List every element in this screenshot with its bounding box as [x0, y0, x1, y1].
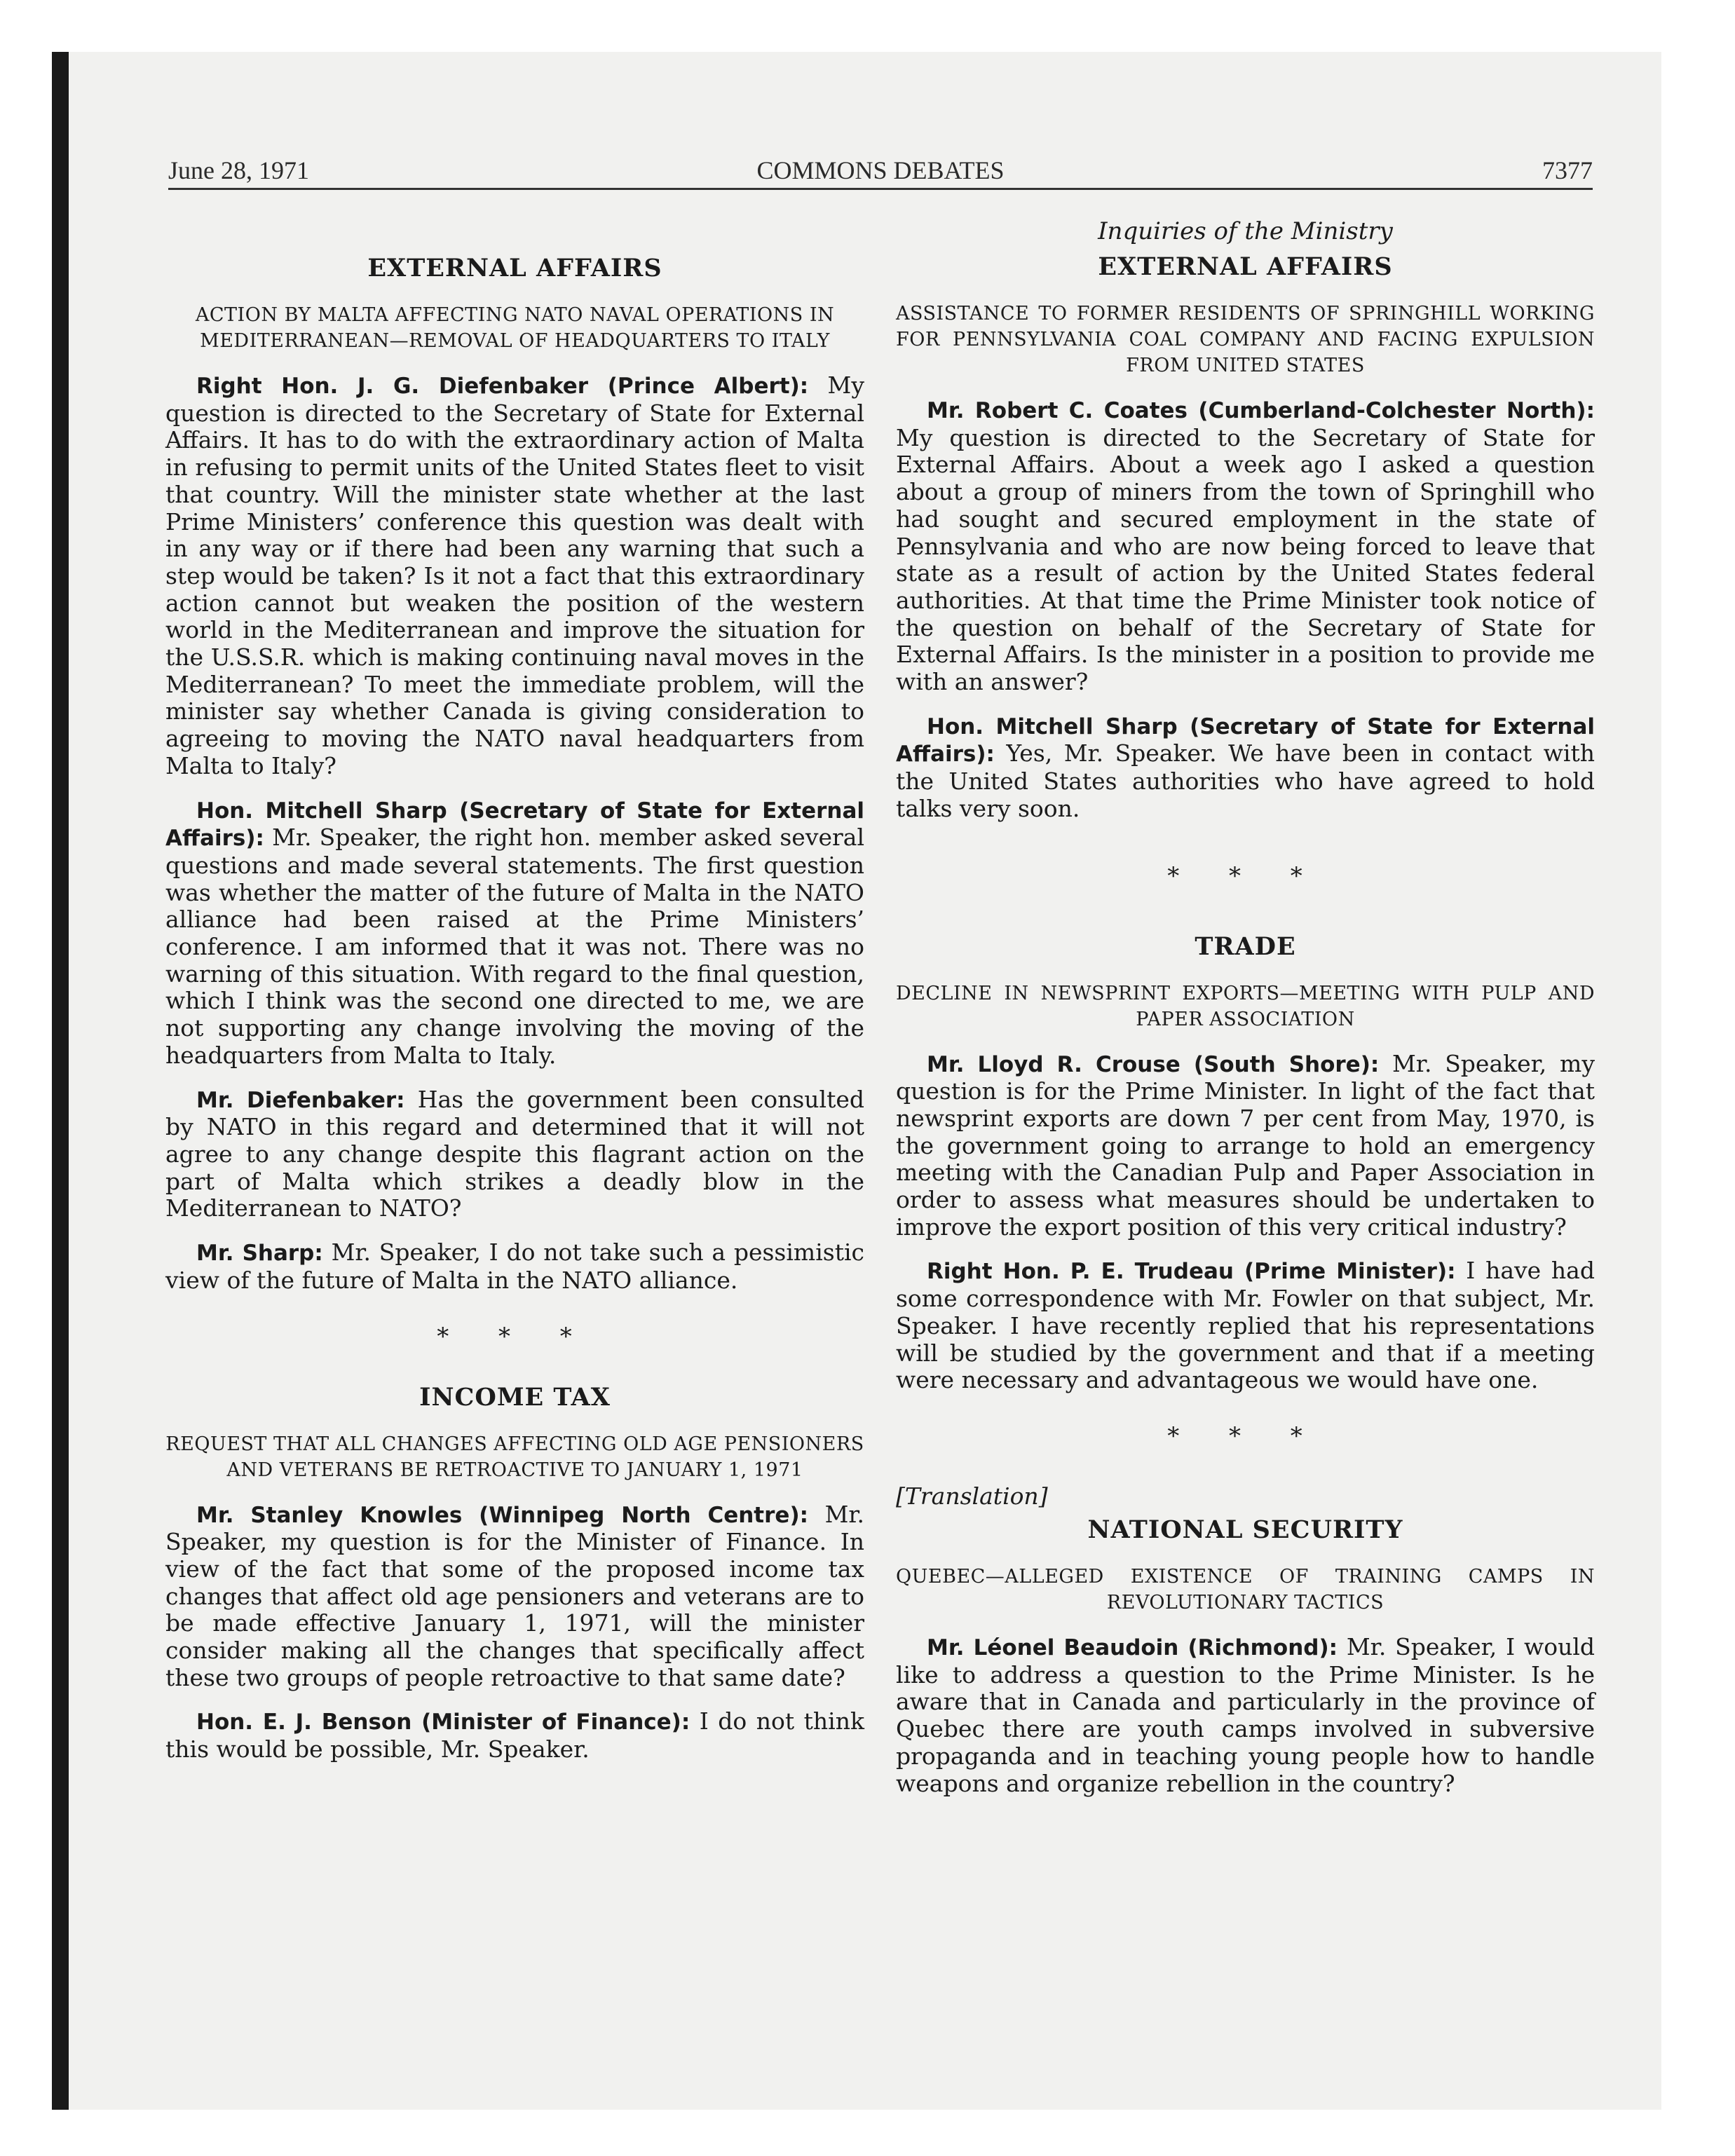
- right-column: [896, 217, 1595, 1814]
- subheading-quebec: QUEBEC—ALLEGED EXISTENCE OF TRAINING CAMPS IN REVOLUTIONARY TACTICS: [896, 1565, 1595, 1613]
- speech-text: Mr. Speaker, the right hon. member asked several questions and made several statements. The first question was whether the matter of the future of Malta in the NATO alliance had been raised at the Prime Ministers’ conference. I am informed that it was not. There was no warning of this situation. With regard to the final question, which I think was the second one directed to me, we are not supporting any change involving the moving of the headquarters from Malta to Italy.: [165, 824, 864, 1069]
- translation-marker: [Translation]: [896, 1482, 1048, 1510]
- section-title-national-security: NATIONAL SECURITY: [1087, 1515, 1403, 1544]
- speaker-name: Hon. Mitchell Sharp (Secretary of State for External Affairs):: [165, 798, 864, 852]
- left-column: [165, 217, 864, 1780]
- header-rule: [168, 188, 1593, 190]
- header-title: COMMONS DEBATES: [756, 156, 1005, 184]
- section-separator: * * *: [1167, 1421, 1324, 1450]
- speech-diefenbaker-2: [165, 1086, 864, 1223]
- section-title-external-affairs: EXTERNAL AFFAIRS: [367, 254, 662, 282]
- section-title-external-affairs-2: EXTERNAL AFFAIRS: [1098, 252, 1393, 281]
- speech-coates: [896, 397, 1595, 696]
- scan-edge-bar: [52, 52, 69, 2110]
- speech-text: My question is directed to the Secretary of State for External Affairs. It has to do with the extraordinary action of Malta in refusing to permit units of the United States fleet to visit that country. Will the minister state whether at the last Prime Ministers’ conference this question was dealt with in any way or if there had been any warning that such a step would be taken? Is it not a fact that this extraordinary action cannot but weaken the position of the western world in the Mediterranean and improve the situation for the U.S.S.R. which is making continuing naval moves in the Mediterranean? To meet the immediate problem, will the minister say whether Canada is giving consideration to agreeing to moving the NATO naval headquarters from Malta to Italy?: [165, 371, 864, 779]
- speaker-name: Mr. Léonel Beaudoin (Richmond):: [927, 1635, 1338, 1660]
- speech-sharp-2: [165, 1239, 864, 1294]
- speaker-name: Mr. Stanley Knowles (Winnipeg North Centre):: [196, 1502, 809, 1528]
- left-top-spacer: [165, 217, 864, 254]
- speaker-name: Hon. Mitchell Sharp (Secretary of State for External Affairs):: [896, 714, 1595, 767]
- subheading-malta: ACTION BY MALTA AFFECTING NATO NAVAL OPERATIONS IN MEDITERRANEAN—REMOVAL OF HEADQUARTERS TO ITALY: [195, 304, 835, 352]
- speaker-name: Right Hon. P. E. Trudeau (Prime Minister):: [927, 1259, 1456, 1285]
- speech-beaudoin: [896, 1634, 1595, 1797]
- speaker-name: Mr. Robert C. Coates (Cumberland-Colchester North):: [927, 398, 1595, 423]
- section-title-income-tax: INCOME TAX: [419, 1382, 611, 1412]
- speech-text: Mr. Speaker, I do not take such a pessimistic view of the future of Malta in the NATO alliance.: [165, 1239, 864, 1294]
- header-page-number: 7377: [1542, 156, 1593, 184]
- speaker-name: Hon. E. J. Benson (Minister of Finance):: [196, 1710, 690, 1735]
- speech-diefenbaker-1: [165, 372, 864, 780]
- header-date: June 28, 1971: [168, 156, 309, 184]
- speech-text: My question is directed to the Secretary of State for External Affairs. About a week ago I asked a question about a group of miners from the town of Springhill who had sought and secured employment in the state of Pennsylvania and who are now being forced to leave that state as a result of action by the United States federal authorities. At that time the Prime Minister took notice of the question on behalf of the Secretary of State for External Affairs. Is the minister in a position to provide me with an answer?: [896, 423, 1595, 696]
- speech-text: Mr. Speaker, my question is for the Prime Minister. In light of the fact that newsprint exports are down 7 per cent from May, 1970, is the government going to arrange to hold an emergency meeting with the Canadian Pulp and Paper Association in order to assess what measures should be undertaken to improve the export position of this very critical industry?: [896, 1049, 1595, 1241]
- speech-benson: [165, 1708, 864, 1763]
- speech-text: Yes, Mr. Speaker. We have been in contact with the United States authorities who have agreed to hold talks very soon.: [896, 739, 1595, 822]
- speaker-name: Mr. Diefenbaker:: [196, 1087, 405, 1113]
- section-separator: * * *: [1167, 861, 1324, 890]
- speech-sharp-3: [896, 713, 1595, 823]
- subheading-springhill: ASSISTANCE TO FORMER RESIDENTS OF SPRINGHILL WORKING FOR PENNSYLVANIA COAL COMPANY AND FACING EXPULSION FROM UNITED STATES: [896, 303, 1595, 376]
- speech-text: Mr. Speaker, I would like to address a question to the Prime Minister. Is he aware that in Canada and particularly in the province of Quebec there are youth camps involved in subversive propaganda and in teaching young people how to handle weapons and organize rebellion in the country?: [896, 1632, 1595, 1797]
- speech-sharp-1: [165, 797, 864, 1070]
- speech-text: Mr. Speaker, my question is for the Minister of Finance. In view of the fact that some of the proposed income tax changes that affect old age pensioners and veterans are to be made effective January 1, 1971, will the minister consider making all the changes that specifically affect these two groups of people retroactive to that same date?: [165, 1500, 864, 1691]
- running-head-inquiries: Inquiries of the Ministry: [1098, 217, 1393, 245]
- page-header: [168, 156, 1593, 191]
- speech-trudeau: [896, 1257, 1595, 1394]
- speaker-name: Mr. Lloyd R. Crouse (South Shore):: [927, 1051, 1380, 1077]
- speech-text: I have had some correspondence with Mr. Fowler on that subject, Mr. Speaker. I have recently replied that his representations will be studied by the government and that if a meeting were necessary and advantageous we would have one.: [896, 1257, 1595, 1394]
- speaker-name: Right Hon. J. G. Diefenbaker (Prince Albert):: [196, 374, 809, 399]
- subheading-newsprint: DECLINE IN NEWSPRINT EXPORTS—MEETING WITH PULP AND PAPER ASSOCIATION: [896, 982, 1595, 1030]
- speech-text: I do not think this would be possible, Mr. Speaker.: [165, 1707, 864, 1763]
- section-separator: * * *: [437, 1322, 593, 1351]
- speech-knowles: [165, 1501, 864, 1692]
- subheading-income-tax: REQUEST THAT ALL CHANGES AFFECTING OLD AGE PENSIONERS AND VETERANS BE RETROACTIVE TO JANUARY 1, 1971: [165, 1433, 864, 1481]
- speech-text: Has the government been consulted by NATO in this regard and determined that it will not agree to any change despite this flagrant action on the part of Malta which strikes a deadly blow in the Mediterranean to NATO?: [165, 1085, 864, 1222]
- section-title-trade: TRADE: [1195, 932, 1296, 961]
- speech-crouse: [896, 1051, 1595, 1241]
- speaker-name: Mr. Sharp:: [196, 1241, 323, 1267]
